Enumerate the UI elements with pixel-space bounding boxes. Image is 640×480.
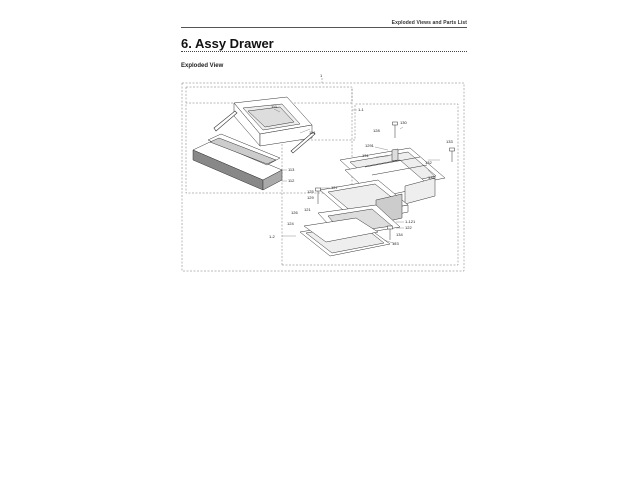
callout-114: 114 [309, 130, 316, 135]
callout-134: 134 [396, 232, 403, 237]
callout-122: 122 [405, 225, 412, 230]
callout-130: 130 [400, 120, 407, 125]
callout-121: 121 [304, 207, 311, 212]
callout-128: 128 [373, 128, 380, 133]
callout-1-2: 1-2 [269, 234, 275, 239]
callout-132: 132 [425, 160, 432, 165]
callout-113: 113 [288, 167, 295, 172]
callout-1: 1 [320, 73, 323, 78]
callout-131: 131 [362, 153, 369, 158]
callout-111: 111 [271, 104, 278, 109]
subsection-title: Exploded View [181, 63, 224, 69]
callout-126: 126 [291, 210, 298, 215]
callout-1291: 1291 [365, 143, 374, 148]
section-title: 6. Assy Drawer [181, 36, 274, 51]
callout-125: 125 [307, 189, 314, 194]
callout-124: 124 [287, 221, 294, 226]
callout-129: 129 [307, 195, 314, 200]
callout-127: 127 [331, 185, 338, 190]
callout-133: 133 [446, 139, 453, 144]
callout-135: 135 [428, 175, 435, 180]
running-header: Exploded Views and Parts List [391, 20, 467, 26]
callout-1-121: 1-121 [405, 219, 416, 224]
callout-1-1: 1-1 [358, 107, 364, 112]
callout-123: 123 [392, 241, 399, 246]
callout-112: 112 [288, 178, 295, 183]
